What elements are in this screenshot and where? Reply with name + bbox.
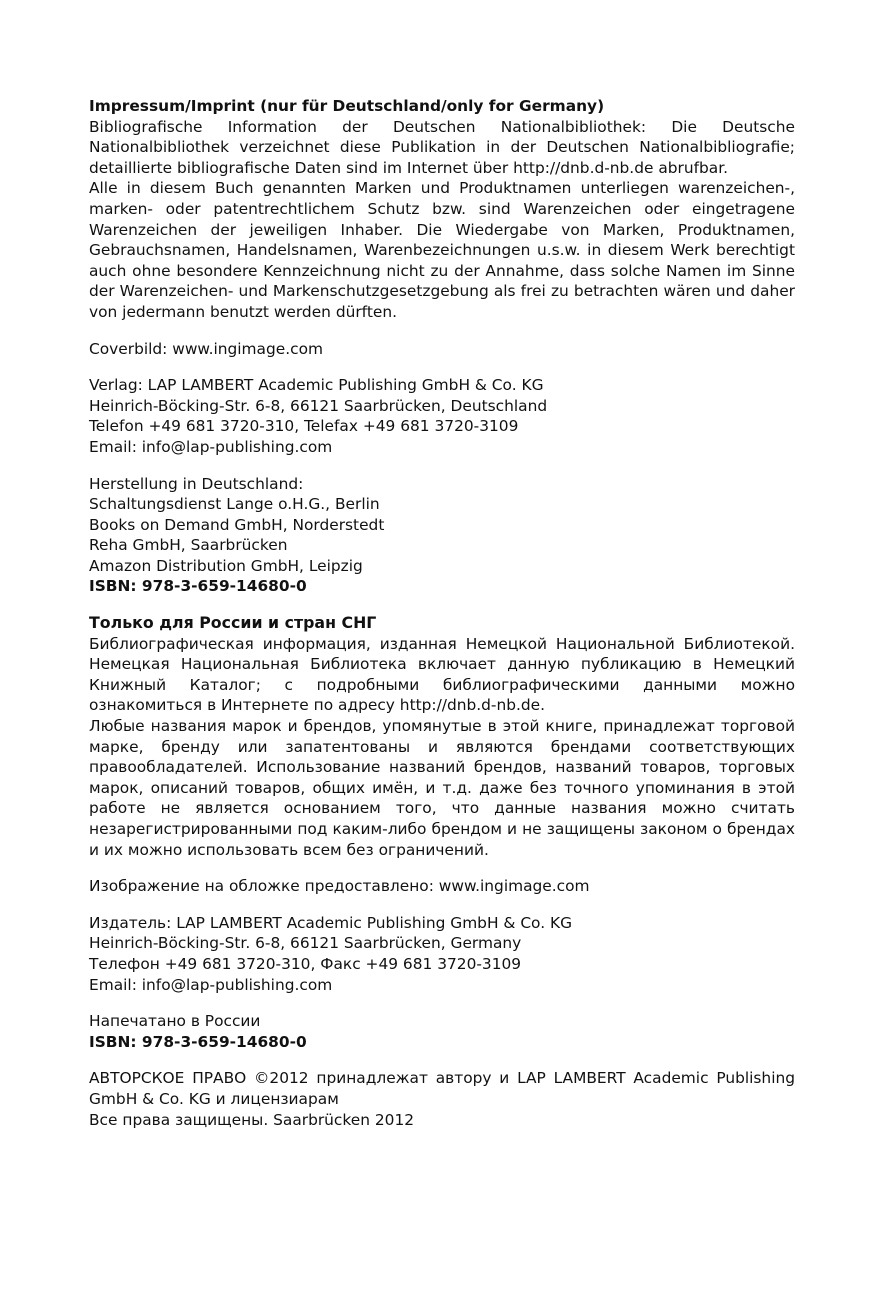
publisher-address-de: Heinrich-Böcking-Str. 6-8, 66121 Saarbrücken, Deutschland (89, 396, 548, 415)
spacer (89, 359, 795, 375)
spacer (89, 597, 795, 613)
bibliographic-info-ru: Библиографическая информация, изданная Немецкой Национальной Библиотекой. Немецкая Национальная Библиотека включает данную публикацию в Немецкий Книжный Каталог; с подробными библиографическими данными можно ознакомиться в Интернете по адресу http://dnb.d-nb.de. (89, 634, 795, 715)
production-item: Reha GmbH, Saarbrücken (89, 536, 288, 555)
rights-reserved-ru: Все права защищены. Saarbrücken 2012 (89, 1110, 415, 1129)
spacer (89, 458, 795, 474)
isbn-ru: ISBN: 978-3-659-14680-0 (89, 1032, 307, 1051)
spacer (89, 860, 795, 876)
publisher-info-de (89, 375, 795, 457)
production-info-de (89, 474, 795, 598)
spacer (89, 323, 795, 339)
imprint-title-ru: Только для России и стран СНГ (89, 613, 377, 633)
isbn-de: ISBN: 978-3-659-14680-0 (89, 577, 307, 596)
spacer (89, 897, 795, 913)
trademark-notice-de: Alle in diesem Buch genannten Marken und Produktnamen unterliegen warenzeichen-, marken- oder patentrechtlichem Schutz bzw. sind Warenzeichen oder eingetragene Warenzeichen der jeweiligen Inhaber. Die Wiedergabe von Marken, Produktnamen, Gebrauchsnamen, Handelsnamen, Warenbezeichnungen u.s.w. in diesem Werk berechtigt auch ohne besondere Kennzeichnung nicht zu der Annahme, dass solche Namen im Sinne der Warenzeichen- und Markenschutzgesetzgebung als frei zu betrachten wären und daher von jedermann benutzt werden dürften. (89, 179, 795, 321)
bibliographic-info-de: Bibliografische Information der Deutschen Nationalbibliothek: Die Deutsche Nationalbibliothek verzeichnet diese Publikation in der Deutschen Nationalbibliografie; detaillierte bibliografische Daten sind im Internet über http://dnb.d-nb.de abrufbar. (89, 117, 795, 177)
publisher-email-ru: Email: info@lap-publishing.com (89, 975, 333, 994)
imprint-page (89, 96, 795, 1130)
printed-in-ru: Напечатано в России (89, 1012, 261, 1031)
production-item: Books on Demand GmbH, Norderstedt (89, 515, 385, 534)
publisher-phone-ru: Телефон +49 681 3720-310, Факс +49 681 3720-3109 (89, 954, 522, 973)
production-item: Schaltungsdienst Lange o.H.G., Berlin (89, 495, 380, 514)
cover-credit-de: Coverbild: www.ingimage.com (89, 339, 323, 358)
copyright-notice-ru: АВТОРСКОЕ ПРАВО ©2012 принадлежат автору и LAP LAMBERT Academic Publishing GmbH & Co. KG и лицензиарам (89, 1069, 795, 1108)
spacer (89, 995, 795, 1011)
trademark-notice-ru: Любые названия марок и брендов, упомянутые в этой книге, принадлежат торговой марке, бренду или запатентованы и являются брендами соответствующих правообладателей. Использование названий брендов, названий товаров, торговых марок, описаний товаров, общих имён, и т.д. даже без точного упоминания в этой работе не является основанием того, что данные названия можно считать незарегистрированными под каким-либо брендом и не защищены законом о брендах и их можно использовать всем без ограничений. (89, 717, 795, 859)
publisher-email-de: Email: info@lap-publishing.com (89, 437, 333, 456)
production-item: Amazon Distribution GmbH, Leipzig (89, 556, 363, 575)
publisher-phone-de: Telefon +49 681 3720-310, Telefax +49 681 3720-3109 (89, 417, 519, 436)
cover-credit-ru: Изображение на обложке предоставлено: www.ingimage.com (89, 877, 590, 896)
production-heading-de: Herstellung in Deutschland: (89, 474, 304, 493)
print-info-ru (89, 1011, 795, 1052)
publisher-address-ru: Heinrich-Böcking-Str. 6-8, 66121 Saarbrücken, Germany (89, 934, 522, 953)
publisher-name-ru: Издатель: LAP LAMBERT Academic Publishing GmbH & Co. KG (89, 913, 573, 932)
publisher-name-de: Verlag: LAP LAMBERT Academic Publishing GmbH & Co. KG (89, 376, 544, 395)
imprint-title-de: Impressum/Imprint (nur für Deutschland/only for Germany) (89, 97, 605, 115)
publisher-info-ru (89, 913, 795, 995)
spacer (89, 1052, 795, 1068)
